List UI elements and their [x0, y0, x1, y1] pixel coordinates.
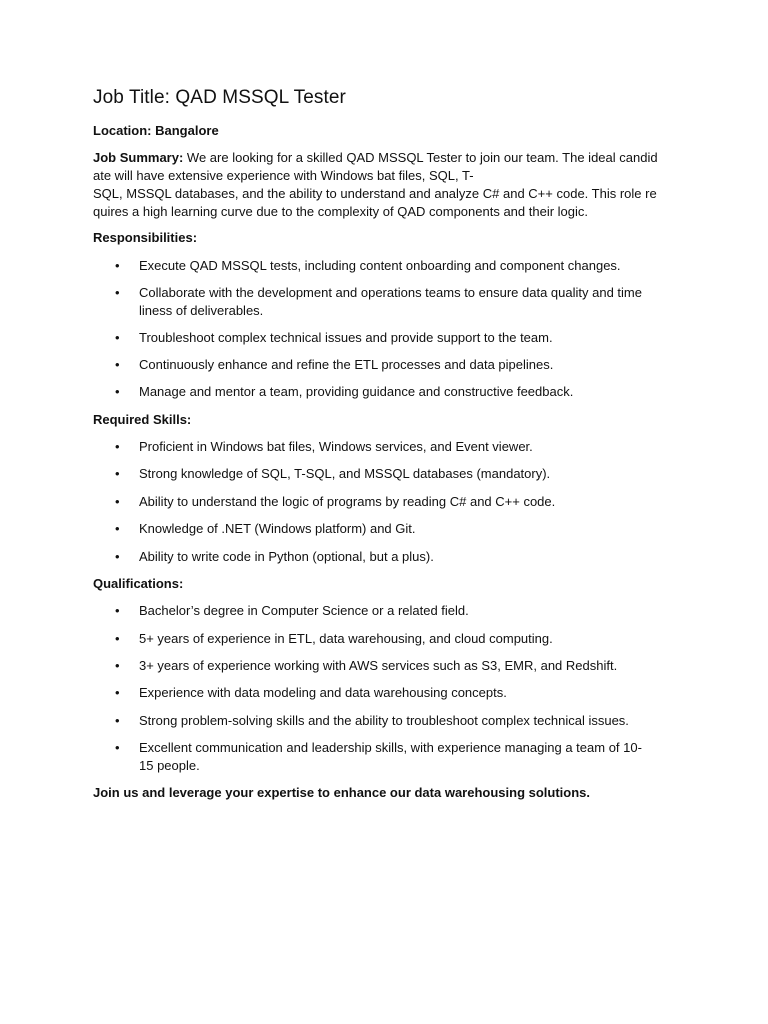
- list-item-text: [139, 356, 679, 374]
- summary-line-3: SQL, MSSQL databases, and the ability to understand and analyze C# and C++ code. This role re: [93, 186, 657, 201]
- list-item-text: [139, 438, 679, 456]
- list-item-line: Ability to write code in Python (optional, but a plus).: [139, 549, 434, 564]
- list-item-line: Excellent communication and leadership skills, with experience managing a team of 10-: [139, 740, 642, 755]
- bullet-icon: •: [115, 357, 120, 372]
- bullet-icon: •: [115, 658, 120, 673]
- bullet-icon: •: [115, 713, 120, 728]
- list-item-line: 3+ years of experience working with AWS services such as S3, EMR, and Redshift.: [139, 658, 618, 673]
- list-item-line: Bachelor’s degree in Computer Science or a related field.: [139, 603, 469, 618]
- list-item-text: [139, 712, 679, 730]
- skills-heading: Required Skills:: [93, 412, 192, 427]
- bullet-icon: •: [115, 521, 120, 536]
- responsibilities-heading: Responsibilities:: [93, 230, 198, 245]
- list-item-line: Strong knowledge of SQL, T-SQL, and MSSQL databases (mandatory).: [139, 466, 551, 481]
- job-title: Job Title: QAD MSSQL Tester: [93, 87, 346, 108]
- bullet-icon: •: [115, 330, 120, 345]
- list-item-text: [139, 657, 679, 675]
- closing-statement: Join us and leverage your expertise to enhance our data warehousing solutions.: [93, 785, 591, 800]
- list-item-line: Strong problem-solving skills and the ability to troubleshoot complex technical issues.: [139, 713, 629, 728]
- list-item-line: 15 people.: [139, 758, 200, 773]
- bullet-icon: •: [115, 466, 120, 481]
- list-item-text: [139, 548, 679, 566]
- summary-label: Job Summary:: [93, 150, 184, 165]
- bullet-icon: •: [115, 549, 120, 564]
- list-item-text: [139, 329, 679, 347]
- list-item-text: [139, 520, 679, 538]
- bullet-icon: •: [115, 685, 120, 700]
- job-summary: [93, 149, 677, 221]
- list-item-line: Manage and mentor a team, providing guidance and constructive feedback.: [139, 384, 574, 399]
- list-item-line: Continuously enhance and refine the ETL processes and data pipelines.: [139, 357, 554, 372]
- list-item-line: Collaborate with the development and operations teams to ensure data quality and time: [139, 285, 642, 300]
- list-item-text: [139, 465, 679, 483]
- bullet-icon: •: [115, 631, 120, 646]
- list-item-line: Ability to understand the logic of programs by reading C# and C++ code.: [139, 494, 556, 509]
- summary-text-1: We are looking for a skilled QAD MSSQL Tester to join our team. The ideal candid: [183, 150, 658, 165]
- list-item-text: [139, 493, 679, 511]
- summary-line-2: ate will have extensive experience with Windows bat files, SQL, T-: [93, 168, 474, 183]
- bullet-icon: •: [115, 740, 120, 755]
- qualifications-heading: Qualifications:: [93, 576, 184, 591]
- list-item-text: [139, 739, 679, 775]
- list-item-text: [139, 284, 679, 320]
- bullet-icon: •: [115, 384, 120, 399]
- list-item-line: Troubleshoot complex technical issues and provide support to the team.: [139, 330, 553, 345]
- list-item-line: Knowledge of .NET (Windows platform) and Git.: [139, 521, 416, 536]
- bullet-icon: •: [115, 494, 120, 509]
- bullet-icon: •: [115, 603, 120, 618]
- list-item-line: 5+ years of experience in ETL, data warehousing, and cloud computing.: [139, 631, 553, 646]
- summary-line-1: [93, 149, 677, 167]
- summary-line-4: quires a high learning curve due to the complexity of QAD components and their logic.: [93, 204, 588, 219]
- bullet-icon: •: [115, 439, 120, 454]
- bullet-icon: •: [115, 258, 120, 273]
- list-item-text: [139, 257, 679, 275]
- list-item-text: [139, 684, 679, 702]
- list-item-text: [139, 602, 679, 620]
- location-line: Location: Bangalore: [93, 123, 219, 138]
- list-item-line: Proficient in Windows bat files, Windows services, and Event viewer.: [139, 439, 533, 454]
- list-item-text: [139, 630, 679, 648]
- list-item-line: liness of deliverables.: [139, 303, 264, 318]
- list-item-line: Experience with data modeling and data warehousing concepts.: [139, 685, 507, 700]
- list-item-text: [139, 383, 679, 401]
- list-item-line: Execute QAD MSSQL tests, including content onboarding and component changes.: [139, 258, 621, 273]
- bullet-icon: •: [115, 285, 120, 300]
